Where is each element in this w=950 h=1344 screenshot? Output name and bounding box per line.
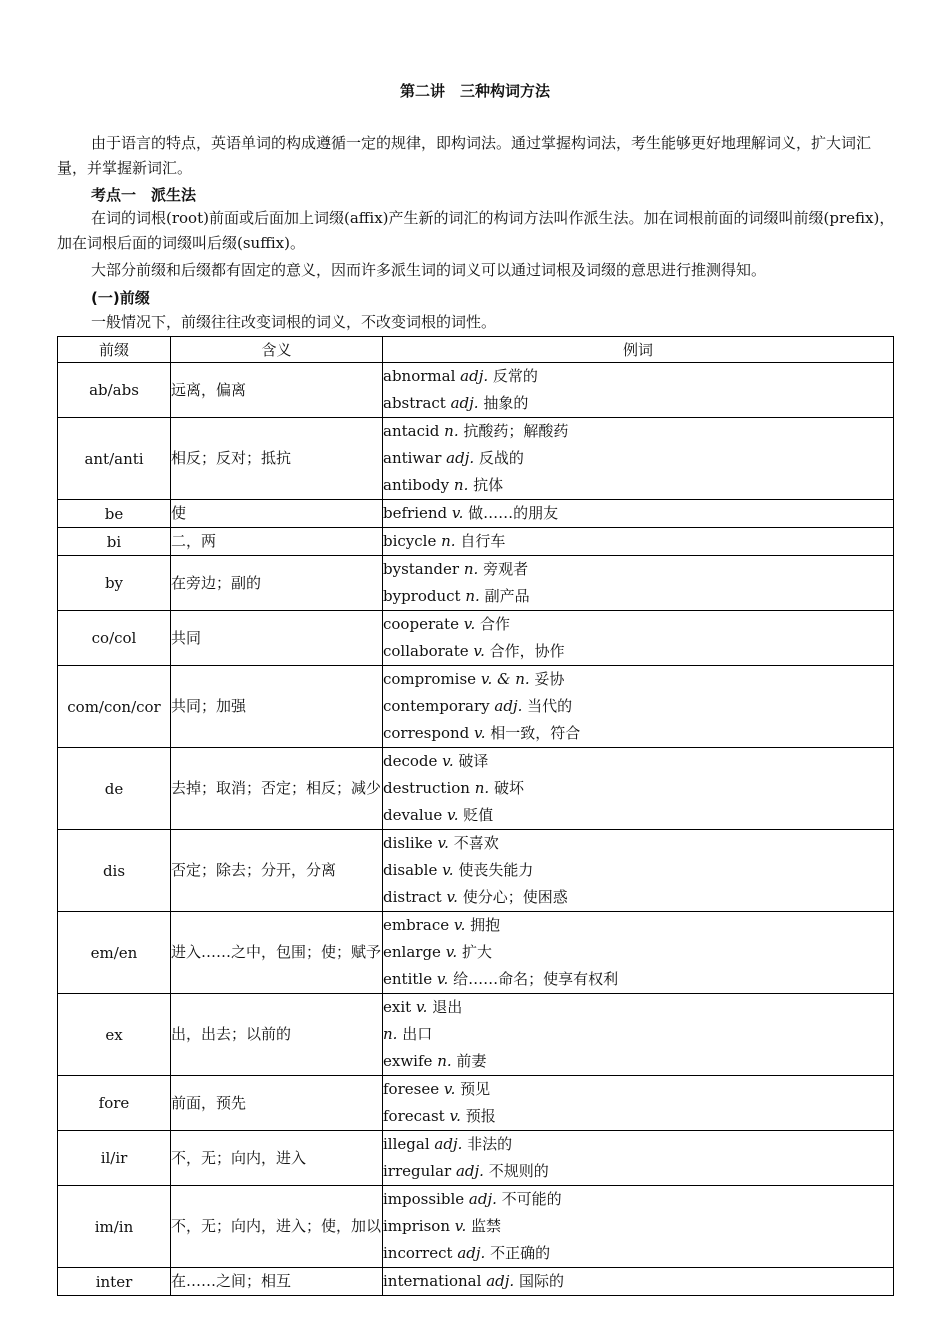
example-gloss: 监禁 (471, 1217, 502, 1235)
example-word: byproduct (383, 587, 461, 605)
part-of-speech: n. (463, 560, 479, 578)
example-gloss: 不正确的 (490, 1244, 551, 1262)
example-gloss: 破坏 (493, 779, 524, 797)
example-gloss: 国际的 (518, 1272, 564, 1290)
table-body (58, 363, 894, 1296)
example-word: irregular (383, 1162, 452, 1180)
part-of-speech: adj. (486, 1272, 515, 1290)
example-gloss: 退出 (432, 998, 463, 1016)
example-line (383, 857, 893, 884)
table-row (58, 1268, 894, 1296)
part-of-speech: n. (453, 476, 469, 494)
table-header-row (58, 337, 894, 363)
example-line (383, 666, 893, 693)
example-word: enlarge (383, 943, 441, 961)
prefix-cell: by (58, 556, 171, 611)
part-of-speech: n. (444, 422, 459, 440)
example-word: illegal (383, 1135, 430, 1153)
prefix-cell: em/en (58, 912, 171, 994)
example-line (383, 912, 893, 939)
meaning-cell: 使 (171, 500, 383, 528)
example-line (383, 472, 893, 499)
example-word: forecast (383, 1107, 445, 1125)
example-word: disable (383, 861, 438, 879)
meaning-cell: 在……之间；相互 (171, 1268, 383, 1296)
part-of-speech: v. (445, 943, 458, 961)
example-line (383, 583, 893, 610)
examples-cell (383, 418, 894, 500)
examples-cell (383, 556, 894, 611)
example-gloss: 当代的 (527, 697, 573, 715)
part-of-speech: adj. (457, 1244, 486, 1262)
example-gloss: 不喜欢 (453, 834, 499, 852)
example-gloss: 预报 (465, 1107, 496, 1125)
table-row (58, 611, 894, 666)
example-word: imprison (383, 1217, 450, 1235)
prefix-table (57, 336, 894, 1296)
part-of-speech: v. (447, 806, 459, 824)
example-line (383, 1186, 893, 1213)
example-line (383, 445, 893, 472)
part-of-speech: v. (442, 861, 454, 879)
part-of-speech: adj. (455, 1162, 484, 1180)
prefix-cell: inter (58, 1268, 171, 1296)
example-gloss: 反战的 (478, 449, 524, 467)
part-of-speech: v. (453, 916, 466, 934)
examples-cell (383, 830, 894, 912)
example-line (383, 611, 893, 638)
part-of-speech: v. (442, 752, 454, 770)
example-gloss: 扩大 (461, 943, 492, 961)
part-of-speech: v. & n. (480, 670, 530, 688)
example-gloss: 合作，协作 (489, 642, 565, 660)
example-word: befriend (383, 504, 448, 522)
example-word: correspond (383, 724, 470, 742)
example-word: impossible (383, 1190, 465, 1208)
table-row (58, 528, 894, 556)
example-gloss: 不可能的 (501, 1190, 562, 1208)
part-of-speech: adj. (460, 367, 489, 385)
table-row (58, 556, 894, 611)
example-gloss: 做……的朋友 (468, 504, 559, 522)
example-gloss: 预见 (460, 1080, 491, 1098)
part-of-speech: v. (437, 834, 449, 852)
section-heading: 考点一 派生法 (91, 186, 197, 204)
example-line (383, 1103, 893, 1130)
example-line (383, 390, 893, 417)
meaning-cell: 共同；加强 (171, 666, 383, 748)
example-word: incorrect (383, 1244, 453, 1262)
example-gloss: 反常的 (492, 367, 538, 385)
part-of-speech: n. (474, 779, 490, 797)
table-row (58, 1076, 894, 1131)
examples-cell (383, 666, 894, 748)
prefix-cell: de (58, 748, 171, 830)
prefix-cell: il/ir (58, 1131, 171, 1186)
prefix-cell: dis (58, 830, 171, 912)
example-word: exwife (383, 1052, 433, 1070)
example-gloss: 给……命名；使享有权利 (453, 970, 619, 988)
prefix-cell: ex (58, 994, 171, 1076)
part-of-speech: adj. (446, 449, 475, 467)
examples-cell (383, 1131, 894, 1186)
part-of-speech: v. (454, 1217, 467, 1235)
table-row (58, 912, 894, 994)
part-of-speech: adj. (494, 697, 523, 715)
prefix-cell: im/in (58, 1186, 171, 1268)
meaning-cell: 出，出去；以前的 (171, 994, 383, 1076)
example-gloss: 妥协 (534, 670, 565, 688)
table-row (58, 994, 894, 1076)
example-gloss: 旁观者 (483, 560, 529, 578)
part-of-speech: n. (465, 587, 480, 605)
part-of-speech: adj. (468, 1190, 497, 1208)
example-word: antiwar (383, 449, 442, 467)
example-line (383, 556, 893, 583)
example-gloss: 破译 (458, 752, 489, 770)
example-line (383, 363, 893, 390)
examples-cell (383, 1268, 894, 1296)
examples-cell (383, 994, 894, 1076)
example-word: cooperate (383, 615, 459, 633)
example-line (383, 1048, 893, 1075)
example-word: distract (383, 888, 442, 906)
part-of-speech: v. (451, 504, 464, 522)
prefix-cell: co/col (58, 611, 171, 666)
meaning-cell: 二，两 (171, 528, 383, 556)
example-word: compromise (383, 670, 477, 688)
example-word: bicycle (383, 532, 437, 550)
example-line (383, 1268, 893, 1295)
header-prefix: 前缀 (58, 337, 171, 363)
meaning-cell: 远离，偏离 (171, 363, 383, 418)
lecture-title: 第二讲 三种构词方法 (399, 82, 550, 100)
example-word: abnormal (383, 367, 456, 385)
header-examples: 例词 (383, 337, 894, 363)
example-word: international (383, 1272, 482, 1290)
examples-cell (383, 1076, 894, 1131)
derivation-definition-paragraph: 在词的词根(root)前面或后面加上词缀(affix)产生新的词汇的构词方法叫作派生法。加在词根前面的词缀叫前缀(prefix)，加在词根后面的词缀叫后缀(suffix)。 (57, 209, 895, 252)
meaning-cell: 不，无；向内，进入 (171, 1131, 383, 1186)
example-line (383, 500, 893, 527)
example-gloss: 使丧失能力 (458, 861, 534, 879)
example-gloss: 贬值 (463, 806, 494, 824)
example-line (383, 775, 893, 802)
table-row (58, 363, 894, 418)
example-gloss: 抗体 (473, 476, 504, 494)
example-line (383, 1158, 893, 1185)
meaning-cell: 否定；除去；分开，分离 (171, 830, 383, 912)
example-gloss: 拥抱 (470, 916, 501, 934)
part-of-speech: n. (441, 532, 456, 550)
prefix-cell: ab/abs (58, 363, 171, 418)
examples-cell (383, 912, 894, 994)
prefix-subheading: (一)前缀 (91, 289, 150, 307)
example-line (383, 638, 893, 665)
example-gloss: 自行车 (460, 532, 506, 550)
examples-cell (383, 1186, 894, 1268)
part-of-speech: adj. (450, 394, 479, 412)
meaning-cell: 在旁边；副的 (171, 556, 383, 611)
example-line (383, 884, 893, 911)
example-line (383, 994, 893, 1021)
prefix-cell: be (58, 500, 171, 528)
example-gloss: 抗酸药；解酸药 (463, 422, 569, 440)
example-word: entitle (383, 970, 433, 988)
example-word: foresee (383, 1080, 440, 1098)
example-word: collaborate (383, 642, 469, 660)
part-of-speech: v. (449, 1107, 461, 1125)
intro-paragraph: 由于语言的特点，英语单词的构成遵循一定的规律，即构词法。通过掌握构词法，考生能够更好地理解词义，扩大词汇量，并掌握新词汇。 (57, 134, 872, 177)
part-of-speech: v. (443, 1080, 456, 1098)
part-of-speech: v. (473, 642, 485, 660)
example-line (383, 1240, 893, 1267)
prefix-cell: com/con/cor (58, 666, 171, 748)
meaning-cell: 不，无；向内，进入；使，加以 (171, 1186, 383, 1268)
example-line (383, 418, 893, 445)
example-line (383, 939, 893, 966)
example-line (383, 1131, 893, 1158)
example-line (383, 830, 893, 857)
table-row (58, 666, 894, 748)
meaning-cell: 共同 (171, 611, 383, 666)
example-word: bystander (383, 560, 460, 578)
example-gloss: 使分心；使困惑 (462, 888, 568, 906)
header-meaning: 含义 (171, 337, 383, 363)
part-of-speech: adj. (434, 1135, 463, 1153)
example-word: destruction (383, 779, 470, 797)
example-gloss: 副产品 (484, 587, 530, 605)
example-gloss: 出口 (402, 1025, 433, 1043)
part-of-speech: v. (446, 888, 458, 906)
example-gloss: 抽象的 (483, 394, 529, 412)
meaning-cell: 前面，预先 (171, 1076, 383, 1131)
example-line (383, 1213, 893, 1240)
example-gloss: 不规则的 (488, 1162, 549, 1180)
example-line (383, 748, 893, 775)
example-line (383, 720, 893, 747)
example-line (383, 1076, 893, 1103)
table-row (58, 1186, 894, 1268)
example-word: embrace (383, 916, 450, 934)
example-word: dislike (383, 834, 433, 852)
example-gloss: 合作 (480, 615, 511, 633)
meaning-cell: 相反；反对；抵抗 (171, 418, 383, 500)
part-of-speech: v. (436, 970, 449, 988)
meaning-cell: 去掉；取消；否定；相反；减少 (171, 748, 383, 830)
prefix-note-paragraph: 一般情况下，前缀往往改变词根的词义，不改变词根的词性。 (91, 313, 497, 331)
example-line (383, 693, 893, 720)
example-line (383, 802, 893, 829)
prefix-cell: ant/anti (58, 418, 171, 500)
example-gloss: 相一致，符合 (490, 724, 581, 742)
prefix-cell: fore (58, 1076, 171, 1131)
table-row (58, 500, 894, 528)
meaning-cell: 进入……之中，包围；使；赋予 (171, 912, 383, 994)
example-line (383, 966, 893, 993)
affix-meaning-paragraph: 大部分前缀和后缀都有固定的意义，因而许多派生词的词义可以通过词根及词缀的意思进行推测得知。 (91, 261, 767, 279)
part-of-speech: n. (383, 1025, 398, 1043)
example-word: antibody (383, 476, 450, 494)
table-row (58, 418, 894, 500)
part-of-speech: v. (463, 615, 476, 633)
examples-cell (383, 528, 894, 556)
table-row (58, 1131, 894, 1186)
part-of-speech: n. (437, 1052, 452, 1070)
examples-cell (383, 611, 894, 666)
examples-cell (383, 748, 894, 830)
examples-cell (383, 500, 894, 528)
example-word: devalue (383, 806, 443, 824)
example-word: decode (383, 752, 438, 770)
example-line (383, 1021, 893, 1048)
example-line (383, 528, 893, 555)
prefix-cell: bi (58, 528, 171, 556)
example-word: contemporary (383, 697, 490, 715)
example-word: exit (383, 998, 412, 1016)
example-gloss: 非法的 (467, 1135, 513, 1153)
example-gloss: 前妻 (456, 1052, 487, 1070)
example-word: antacid (383, 422, 440, 440)
table-row (58, 748, 894, 830)
example-word: abstract (383, 394, 446, 412)
table-row (58, 830, 894, 912)
examples-cell (383, 363, 894, 418)
part-of-speech: v. (474, 724, 486, 742)
part-of-speech: v. (415, 998, 428, 1016)
